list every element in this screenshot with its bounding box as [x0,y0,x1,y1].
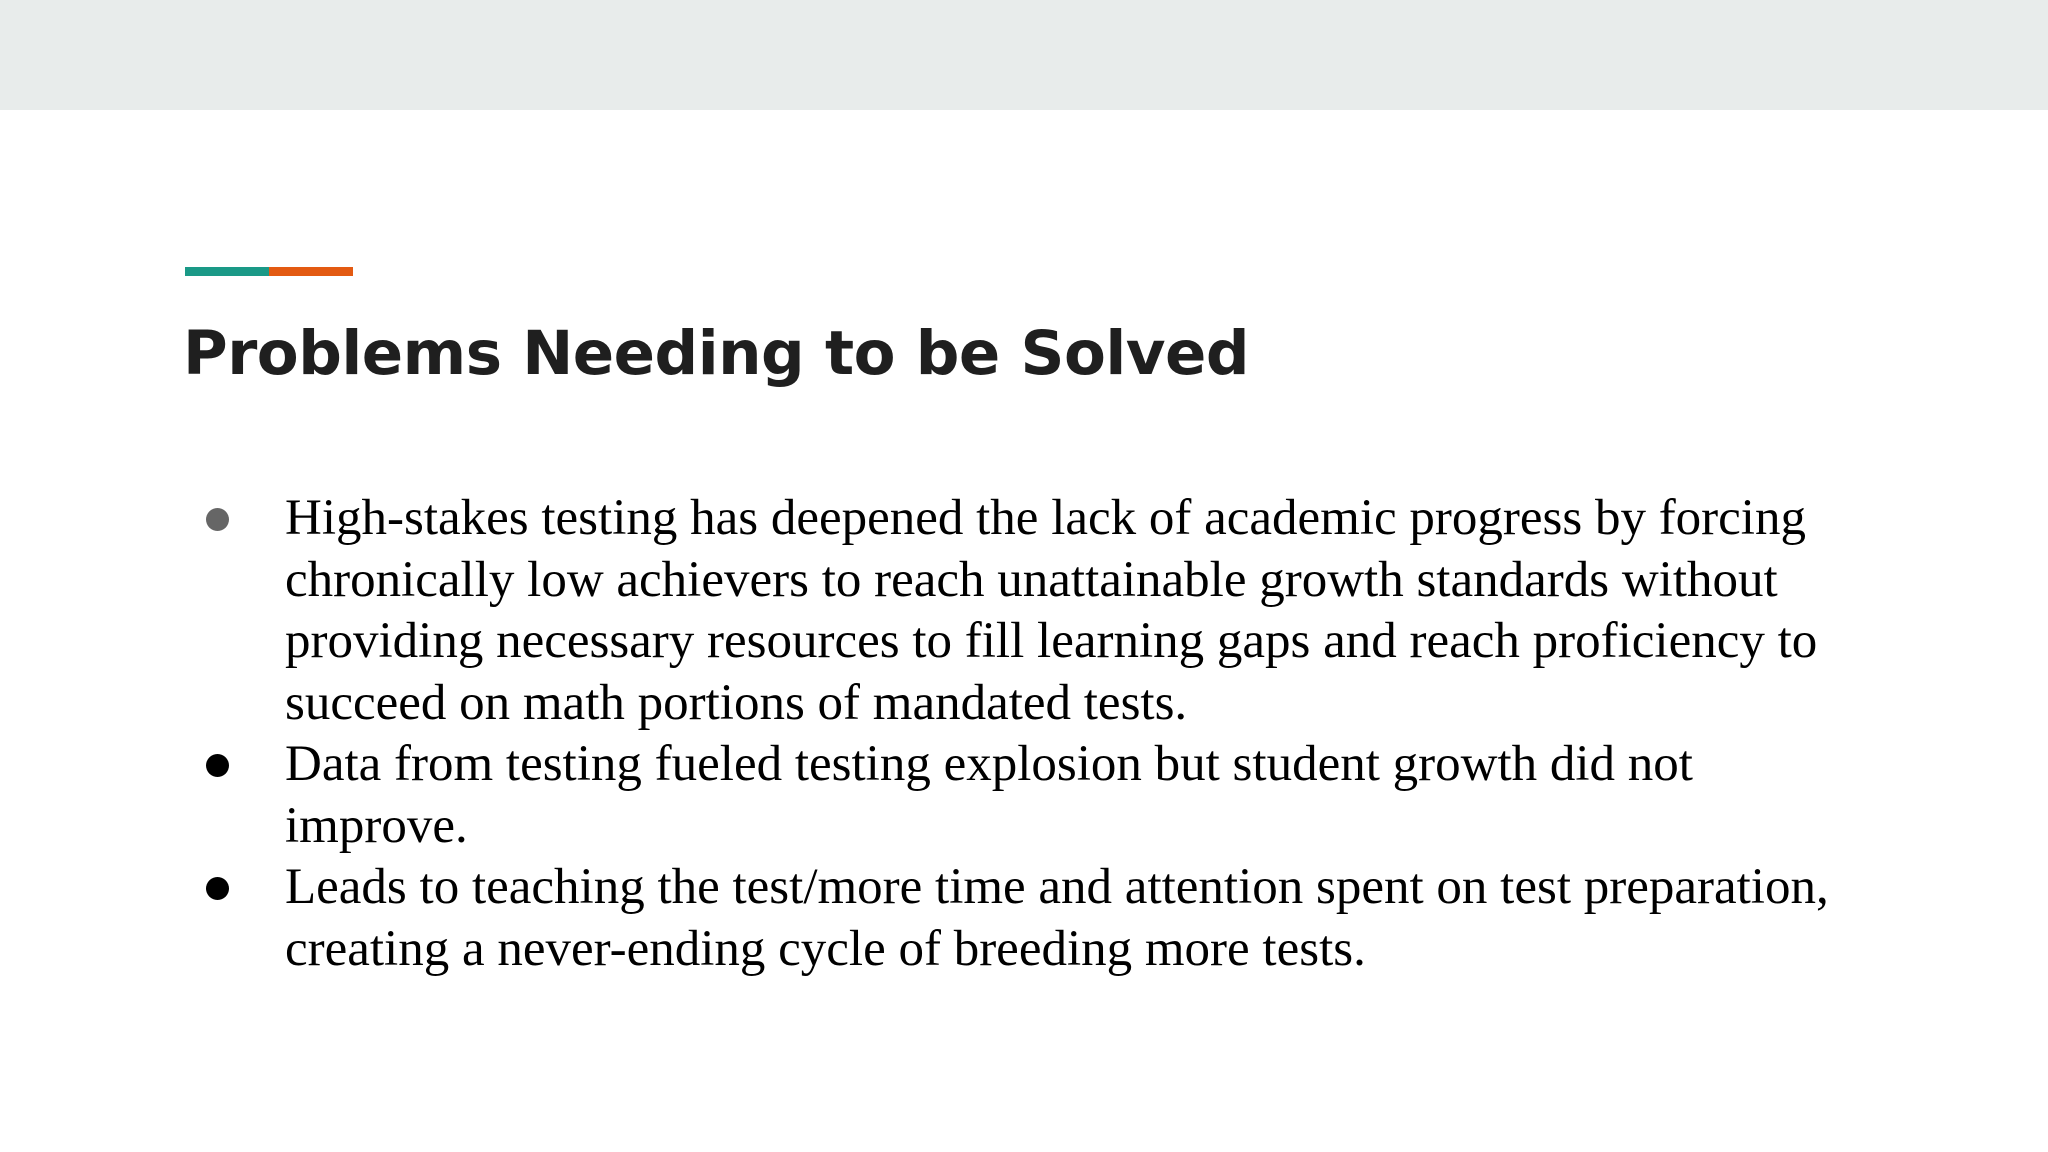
bullet-text: High-stakes testing has deepened the lack of academic progress by forcing chronically low achievers to reach unattainable growth standards without providing necessary resources to fill learning gaps and reach proficiency to succeed on math portions of mandated tests. [285,490,1818,731]
top-band [0,0,2048,110]
bullet-dot-icon [206,508,229,531]
bullet-item [199,488,1859,734]
bullet-dot-icon [206,877,229,900]
slide-title: Problems Needing to be Solved [183,318,1250,389]
accent-segment-teal [185,267,269,276]
bullet-dot-icon [206,754,229,777]
bullet-text: Data from testing fueled testing explosion but student growth did not improve. [285,736,1693,854]
title-accent-bar [185,267,353,276]
accent-segment-orange [269,267,353,276]
bullet-item [199,857,1859,980]
bullet-text: Leads to teaching the test/more time and attention spent on test preparation, creating a never-ending cycle of breeding more tests. [285,859,1829,977]
bullet-item [199,734,1859,857]
bullet-list [199,488,1859,980]
